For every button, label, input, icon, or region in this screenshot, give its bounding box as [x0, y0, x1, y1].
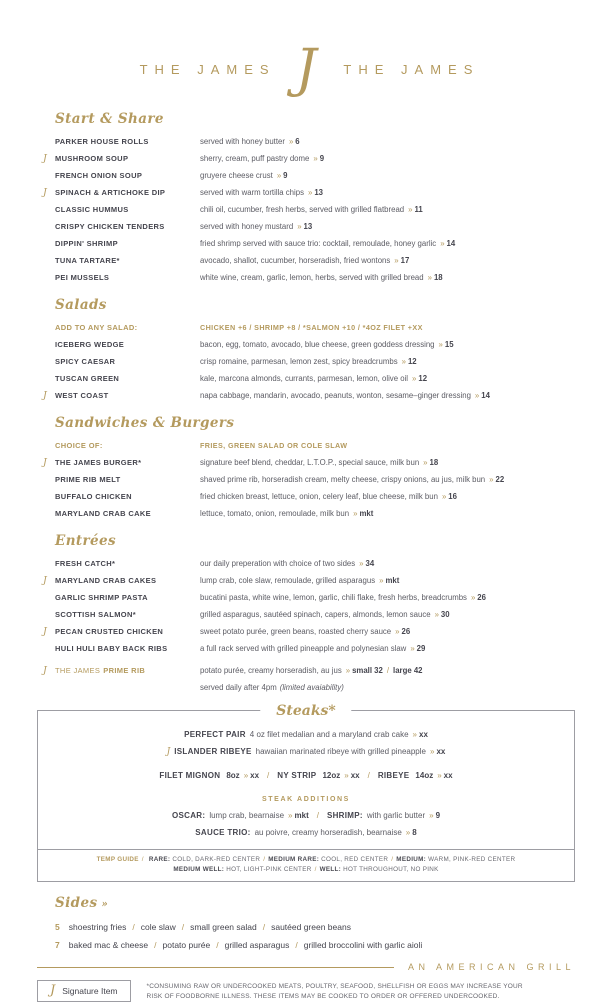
slash-separator: /: [132, 922, 135, 932]
sides-price: 5: [55, 922, 60, 932]
price-chevron-icon: »: [243, 771, 249, 780]
side-item: cole slaw: [140, 922, 176, 932]
item-detail: [200, 269, 575, 286]
item-name: WEST COAST: [55, 391, 109, 400]
sandwich-choice-row: [55, 437, 575, 454]
side-chunk: [141, 922, 190, 932]
steak-addition: [172, 811, 327, 820]
item-name: DIPPIN' SHRIMP: [55, 239, 118, 248]
item-name: SPINACH & ARTICHOKE DIP: [55, 188, 166, 197]
menu-item-row: [55, 488, 575, 505]
item-detail: [200, 640, 575, 657]
item-description: lettuce, tomato, onion, remoulade, milk bun: [200, 509, 350, 518]
menu-item-row: [43, 572, 575, 589]
price-chevron-icon: »: [394, 256, 399, 265]
signature-icon: J: [43, 626, 47, 637]
item-description: crisp romaine, parmesan, lemon zest, spicy breadcrumbs: [200, 357, 398, 366]
item-price: 14: [446, 239, 456, 248]
tagline: AN AMERICAN GRILL: [407, 962, 575, 972]
item-name: TUNA TARTARE*: [55, 256, 120, 265]
item-price: 9: [319, 154, 325, 163]
menu-item-row: [55, 505, 575, 522]
item-description: fried chicken breast, lettuce, onion, celery leaf, blue cheese, milk bun: [200, 492, 438, 501]
steak-description: hawaiian marinated ribeye with grilled pineapple: [255, 747, 426, 756]
temp-guide-title: TEMP GUIDE: [96, 856, 139, 863]
item-name: MARYLAND CRAB CAKE: [55, 509, 152, 518]
item-description: served with honey mustard: [200, 222, 294, 231]
temp-guide: [50, 850, 562, 881]
menu-item-row: [55, 133, 575, 150]
addition-name: SHRIMP:: [326, 811, 363, 820]
price-chevron-icon: »: [353, 509, 358, 518]
signature-icon: J: [166, 747, 171, 757]
cut-name: FILET MIGNON: [159, 771, 221, 780]
side-item: shoestring fries: [68, 922, 127, 932]
price-chevron-icon: »: [395, 627, 400, 636]
item-detail: [200, 572, 575, 589]
steak-price: xx: [419, 730, 428, 739]
sides-section: [37, 894, 575, 954]
slash-separator: /: [262, 922, 266, 932]
item-detail: [200, 353, 575, 370]
signature-icon: J: [43, 457, 47, 468]
salad-addons-options: CHICKEN +6 / SHRIMP +8 / *SALMON +10 / *4OZ FILET +XX: [200, 323, 423, 332]
section-title-steaks: Steaks*: [260, 701, 351, 721]
temp-guide-entry: [320, 866, 439, 873]
side-chunk: [163, 940, 225, 950]
steak-cut: [159, 771, 277, 780]
section-title-start-share: Start & Share: [55, 111, 164, 127]
salad-addons-row: [55, 319, 575, 336]
cut-name: RIBEYE: [377, 771, 410, 780]
item-price: 12: [418, 374, 428, 383]
salads-item-list: [43, 336, 575, 404]
addition-price: 9: [435, 811, 441, 820]
price-chevron-icon: »: [379, 576, 384, 585]
sauce-trio-row: [50, 824, 562, 841]
item-detail: [200, 218, 575, 235]
item-description: chili oil, cucumber, fresh herbs, served with grilled flatbread: [200, 205, 405, 214]
item-price: 29: [416, 644, 426, 653]
menu-item-row: [43, 387, 575, 404]
steak-additions-title: STEAK ADDITIONS: [262, 796, 350, 803]
sides-chevron-icon: »: [101, 899, 109, 910]
item-detail: [200, 662, 575, 679]
item-detail: [200, 505, 575, 522]
item-detail: [200, 488, 575, 505]
item-name: MUSHROOM SOUP: [55, 154, 129, 163]
price-chevron-icon: »: [489, 475, 494, 484]
item-detail: [200, 370, 575, 387]
item-description: napa cabbage, mandarin, avocado, peanuts, wonton, sesame–ginger dressing: [200, 391, 471, 400]
item-description: kale, marcona almonds, currants, parmesan, lemon, olive oil: [200, 374, 409, 383]
price-chevron-icon: »: [408, 205, 413, 214]
price-chevron-icon: »: [359, 559, 364, 568]
price-chevron-icon: »: [345, 666, 351, 675]
signature-icon: J: [43, 665, 47, 676]
item-detail: [200, 184, 575, 201]
item-name: MARYLAND CRAB CAKES: [55, 576, 157, 585]
signature-icon: J: [43, 575, 47, 586]
item-description: sweet potato purée, green beans, roasted cherry sauce: [200, 627, 392, 636]
item-price: 15: [444, 340, 454, 349]
menu-item-row: [55, 269, 575, 286]
item-description: gruyere cheese crust: [200, 171, 273, 180]
price-chevron-icon: »: [423, 458, 428, 467]
sauce-trio-name: SAUCE TRIO:: [195, 828, 251, 837]
item-description: sherry, cream, puff pastry dome: [200, 154, 310, 163]
sides-row: [55, 936, 575, 954]
item-name: PRIME RIB MELT: [55, 475, 121, 484]
menu-item-row: [55, 235, 575, 252]
item-detail: [200, 133, 575, 150]
prime-rib-note-italic: (limited avaiability): [279, 683, 344, 692]
slash-separator: /: [316, 811, 319, 820]
temp-guide-entry: [268, 856, 396, 863]
price-chevron-icon: »: [429, 811, 434, 820]
signature-icon: J: [43, 390, 47, 401]
item-detail: [200, 336, 575, 353]
item-detail: [200, 235, 575, 252]
item-name: SPICY CAESAR: [55, 357, 116, 366]
start-share-item-list: [43, 133, 575, 286]
item-price: 26: [401, 627, 411, 636]
steak-islander-row: [50, 743, 562, 761]
slash-separator: /: [367, 771, 370, 780]
cut-size: 8oz: [226, 771, 240, 780]
sides-item-list: [69, 922, 351, 932]
item-detail: [200, 471, 575, 488]
steak-cut: [378, 771, 453, 780]
addition-name: OSCAR:: [171, 811, 206, 820]
item-name: PARKER HOUSE ROLLS: [55, 137, 149, 146]
slash-separator: /: [181, 922, 185, 932]
temp-label: RARE:: [148, 856, 171, 863]
price-chevron-icon: »: [288, 811, 293, 820]
side-chunk: [190, 922, 271, 932]
price-chevron-icon: »: [437, 771, 442, 780]
menu-item-row: [43, 184, 575, 201]
cut-size: 14oz: [415, 771, 434, 780]
item-detail: [200, 167, 575, 184]
steak-name: PERFECT PAIR: [184, 730, 246, 739]
entrees-item-list: [43, 555, 575, 657]
item-price: 16: [448, 492, 457, 501]
item-description: our daily preperation with choice of two sides: [200, 559, 356, 568]
section-title-salads: Salads: [55, 297, 107, 313]
side-chunk: [69, 940, 163, 950]
menu-item-row: [43, 623, 575, 640]
disclaimer-line1: *CONSUMING RAW OR UNDERCOOKED MEATS, POULTRY, SEAFOOD, SHELLFISH OR EGGS MAY INCREASE YOUR: [146, 983, 523, 990]
menu-item-row: [55, 167, 575, 184]
prime-rib-name-light: THE JAMES: [55, 666, 101, 675]
item-price: 13: [314, 188, 324, 197]
temp-label: MEDIUM WELL:: [173, 866, 225, 873]
steak-perfect-pair-row: [50, 726, 562, 743]
menu-body: [37, 110, 575, 696]
item-description: potato purée, creamy horseradish, au jus: [200, 666, 342, 675]
item-detail: [200, 606, 575, 623]
brand-header: [37, 38, 575, 100]
sauce-trio-price: 8: [412, 828, 417, 837]
sauce-trio-description: au poivre, creamy horseradish, bearnaise: [254, 828, 402, 837]
disclaimer: [147, 980, 523, 1001]
price-chevron-icon: »: [440, 239, 445, 248]
slash-separator: /: [216, 940, 219, 950]
sandwich-choice-label: CHOICE OF:: [55, 441, 103, 450]
sides-item-list: [69, 940, 423, 950]
slash-separator: /: [141, 856, 144, 863]
sandwiches-item-list: [43, 454, 575, 522]
price-chevron-icon: »: [427, 273, 432, 282]
menu-item-row: [55, 640, 575, 657]
item-name: [55, 662, 200, 679]
temp-guide-entry: [149, 856, 268, 863]
item-name: FRESH CATCH*: [55, 559, 116, 568]
item-description: avocado, shallot, cucumber, horseradish, fried wontons: [200, 256, 391, 265]
prime-rib-note: [200, 679, 575, 696]
steak-cut: [277, 771, 378, 780]
slash-separator: /: [314, 866, 317, 873]
price-chevron-icon: »: [313, 154, 318, 163]
price-chevron-icon: »: [297, 222, 302, 231]
item-detail: [200, 555, 575, 572]
item-price: 14: [481, 391, 490, 400]
menu-item-row: [55, 252, 575, 269]
steak-description: 4 oz filet medalian and a maryland crab cake: [249, 730, 409, 739]
section-title-sides: [55, 894, 575, 914]
menu-item-row: [55, 370, 575, 387]
price-chevron-icon: »: [344, 771, 349, 780]
steaks-section: [37, 703, 575, 882]
item-description: served with warm tortilla chips: [200, 188, 304, 197]
price-chevron-icon: »: [438, 340, 443, 349]
item-price: 13: [303, 222, 313, 231]
cut-name: NY STRIP: [277, 771, 317, 780]
salad-addons-label: ADD TO ANY SALAD:: [55, 323, 138, 332]
sandwich-choice-options: FRIES, GREEN SALAD OR COLE SLAW: [200, 441, 348, 450]
item-name: ICEBERG WEDGE: [55, 340, 125, 349]
price-chevron-icon: »: [441, 492, 447, 501]
item-name: CRISPY CHICKEN TENDERS: [55, 222, 165, 231]
price-chevron-icon: »: [276, 171, 282, 180]
item-description: shaved prime rib, horseradish cream, melty cheese, crispy onions, au jus, milk bun: [200, 475, 486, 484]
steak-additions-row: [50, 807, 562, 824]
menu-item-row: [55, 218, 575, 235]
item-detail: [200, 201, 575, 218]
steak-price: xx: [436, 747, 446, 756]
item-price: 6: [295, 137, 300, 146]
temp-value: COLD, DARK-RED CENTER: [172, 856, 261, 863]
slash-separator: /: [154, 940, 157, 950]
slash-separator: /: [386, 666, 390, 675]
item-price: 12: [407, 357, 417, 366]
monogram-j-icon: J: [295, 39, 317, 99]
prime-rib-note-text: served daily after 4pm: [200, 683, 277, 692]
temp-guide-line2: [50, 865, 562, 875]
item-description: signature beef blend, cheddar, L.T.O.P., special sauce, milk bun: [200, 458, 420, 467]
price-chevron-icon: »: [401, 357, 406, 366]
side-item: grilled broccolini with garlic aioli: [303, 940, 423, 950]
menu-item-row: [55, 353, 575, 370]
signature-icon: J: [50, 983, 56, 998]
item-price: 11: [414, 205, 423, 214]
item-detail: [200, 623, 575, 640]
addition-description: lump crab, bearnaise: [209, 811, 285, 820]
item-name: FRENCH ONION SOUP: [55, 171, 143, 180]
item-name: GARLIC SHRIMP PASTA: [55, 593, 148, 602]
temp-label: WELL:: [319, 866, 342, 873]
temp-value: HOT THROUGHOUT, NO PINK: [343, 866, 439, 873]
cut-size: 12oz: [322, 771, 341, 780]
temp-value: HOT, LIGHT-PINK CENTER: [226, 866, 312, 873]
menu-item-row: [55, 471, 575, 488]
price-chevron-icon: »: [410, 644, 415, 653]
item-detail: [200, 589, 575, 606]
sides-price: 7: [55, 940, 60, 950]
prime-rib-price-small: small 32: [352, 666, 383, 675]
menu-item-row: [55, 201, 575, 218]
price-chevron-icon: »: [308, 188, 313, 197]
signature-legend-label: Signature Item: [62, 986, 118, 996]
sides-title-text: Sides: [55, 895, 98, 911]
item-description: bucatini pasta, white wine, lemon, garlic, chili flake, fresh herbs, breadcrumbs: [200, 593, 467, 602]
item-description: lump crab, cole slaw, remoulade, grilled asparagus: [200, 576, 376, 585]
item-name: THE JAMES BURGER*: [55, 458, 142, 467]
menu-item-row: [43, 150, 575, 167]
side-item: baked mac & cheese: [68, 940, 149, 950]
side-chunk: [271, 922, 351, 932]
item-price: 30: [440, 610, 450, 619]
item-name: PEI MUSSELS: [55, 273, 110, 282]
side-item: small green salad: [190, 922, 257, 932]
price-chevron-icon: »: [405, 828, 411, 837]
side-chunk: [69, 922, 141, 932]
side-item: grilled asparagus: [224, 940, 290, 950]
menu-item-row: [55, 336, 575, 353]
item-price: 18: [429, 458, 439, 467]
price-chevron-icon: »: [434, 610, 439, 619]
item-name: PECAN CRUSTED CHICKEN: [55, 627, 164, 636]
section-title-entrees: Entrées: [55, 533, 117, 549]
item-price: mkt: [385, 576, 400, 585]
temp-guide-entry: [173, 866, 319, 873]
item-price: 26: [477, 593, 486, 602]
signature-icon: J: [43, 187, 47, 198]
sides-row: [55, 918, 575, 936]
steak-name: ISLANDER RIBEYE: [174, 747, 252, 756]
menu-item-row: [43, 454, 575, 471]
disclaimer-line2: RISK OF FOODBORNE ILLNESS. THESE ITEMS MAY BE COOKED TO ORDER OR OFFERED UNDERCOOKED.: [146, 992, 500, 1000]
side-chunk: [225, 940, 304, 950]
temp-label: MEDIUM RARE:: [268, 856, 320, 863]
item-description: grilled asparagus, sautéed spinach, capers, almonds, lemon sauce: [200, 610, 431, 619]
side-item: potato purée: [162, 940, 211, 950]
signature-legend-box: [37, 980, 131, 1002]
cut-price: xx: [250, 771, 260, 780]
prime-rib-name-bold: PRIME RIB: [103, 666, 146, 675]
side-item: sautéed green beans: [271, 922, 351, 932]
item-detail: [200, 252, 575, 269]
item-description: white wine, cream, garlic, lemon, herbs, served with grilled bread: [200, 273, 424, 282]
tagline-rule: [37, 962, 575, 972]
steak-addition: [327, 811, 440, 820]
menu-item-row: [55, 555, 575, 572]
item-name: CLASSIC HUMMUS: [55, 205, 129, 214]
item-price: 17: [400, 256, 410, 265]
item-price: mkt: [359, 509, 374, 518]
item-name: BUFFALO CHICKEN: [55, 492, 132, 501]
slash-separator: /: [263, 856, 266, 863]
prime-rib-row: [43, 662, 575, 679]
item-name: HULI HULI BABY BACK RIBS: [55, 644, 168, 653]
addition-price: mkt: [294, 811, 309, 820]
steak-cuts-row: [50, 767, 562, 784]
temp-value: WARM, PINK-RED CENTER: [428, 856, 516, 863]
temp-value: COOL, RED CENTER: [321, 856, 389, 863]
item-detail: [200, 387, 575, 404]
side-chunk: [304, 940, 423, 950]
menu-item-row: [55, 589, 575, 606]
price-chevron-icon: »: [288, 137, 294, 146]
price-chevron-icon: »: [412, 374, 417, 383]
item-description: a full rack served with grilled pineapple and polynesian slaw: [200, 644, 407, 653]
item-detail: [200, 150, 575, 167]
prime-rib-note-row: [55, 679, 575, 696]
item-description: served with honey butter: [200, 137, 285, 146]
cut-price: xx: [443, 771, 453, 780]
cut-price: xx: [350, 771, 360, 780]
temp-label: MEDIUM:: [396, 856, 427, 863]
item-name: SCOTTISH SALMON*: [55, 610, 137, 619]
temp-guide-line1: [50, 855, 562, 865]
brand-left: THE JAMES: [139, 61, 276, 77]
temp-guide-entry: [396, 856, 515, 863]
item-description: bacon, egg, tomato, avocado, blue cheese, green goddess dressing: [200, 340, 435, 349]
item-price: 22: [495, 475, 505, 484]
slash-separator: /: [391, 856, 394, 863]
price-chevron-icon: »: [474, 391, 480, 400]
item-price: 18: [433, 273, 443, 282]
price-chevron-icon: »: [470, 593, 476, 602]
slash-separator: /: [295, 940, 298, 950]
item-price: 34: [365, 559, 375, 568]
signature-icon: J: [43, 153, 47, 164]
section-title-sandwiches: Sandwiches & Burgers: [55, 415, 235, 431]
item-description: fried shrimp served with sauce trio: cocktail, remoulade, honey garlic: [200, 239, 437, 248]
item-detail: [200, 454, 575, 471]
slash-separator: /: [267, 771, 270, 780]
brand-right: THE JAMES: [343, 61, 480, 77]
prime-rib-price-large: large 42: [393, 666, 423, 675]
price-chevron-icon: »: [429, 747, 435, 756]
price-chevron-icon: »: [412, 730, 417, 739]
menu-item-row: [55, 606, 575, 623]
item-price: 9: [283, 171, 288, 180]
footer: [37, 980, 575, 1002]
gold-rule: [37, 967, 394, 968]
item-name: TUSCAN GREEN: [55, 374, 120, 383]
addition-description: with garlic butter: [366, 811, 426, 820]
